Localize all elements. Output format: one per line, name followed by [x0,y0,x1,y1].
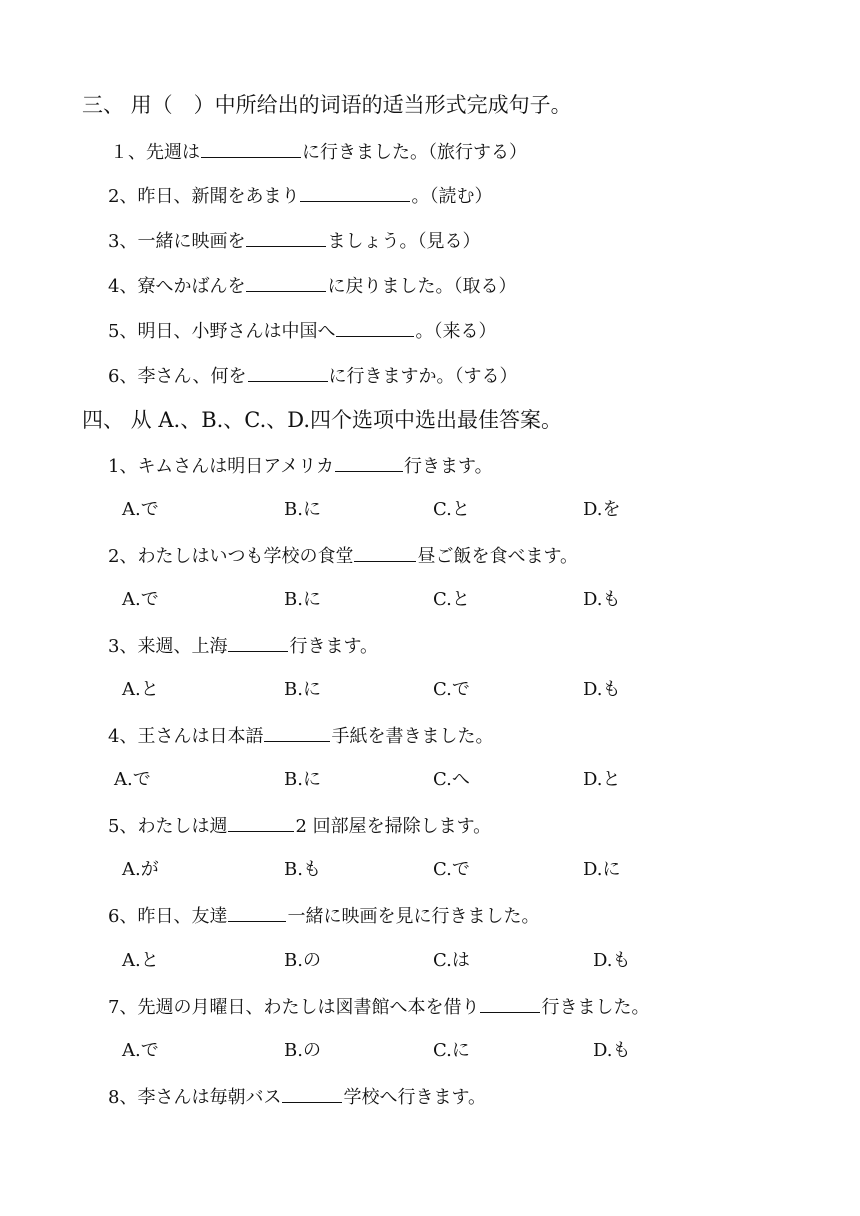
s4-q1-pre: 1、キムさんは明日アメリカ [108,456,335,477]
s3-item-1-pre: １、先週は [110,142,200,163]
s4-question-3 [108,633,378,659]
s3-item-6-pre: 6、李さん、何を [108,366,247,387]
s3-item-2 [108,183,492,209]
option-c[interactable]: C.と [433,499,470,520]
option-a[interactable]: A.で [122,1040,159,1061]
s4-q4-post: 手紙を書きました。 [331,726,494,747]
s3-item-3-pre: 3、一緒に映画を [108,231,246,252]
s4-q5-options [0,858,700,882]
option-b[interactable]: B.に [284,769,321,790]
s4-q3-post: 行きます。 [289,636,379,657]
answer-blank[interactable] [228,633,288,652]
option-d[interactable]: D.を [583,499,621,520]
s4-question-4 [108,723,493,749]
option-b[interactable]: B.も [284,859,321,880]
option-c[interactable]: C.で [433,679,470,700]
option-b[interactable]: B.の [284,1040,321,1061]
s3-item-1 [110,139,527,165]
s3-item-6 [108,363,518,389]
section-4-heading: 四、 从 A.、B.、C.、D.四个选项中选出最佳答案。 [82,408,563,432]
option-a[interactable]: A.が [122,859,159,880]
s4-q6-options [0,949,700,973]
answer-blank[interactable] [335,453,403,472]
s3-item-4 [108,273,516,299]
option-a[interactable]: A.で [122,589,159,610]
answer-blank[interactable] [246,273,326,292]
s3-item-2-pre: 2、昨日、新聞をあまり [108,186,300,207]
s3-item-5-pre: 5、明日、小野さんは中国へ [108,321,336,342]
answer-blank[interactable] [336,318,414,337]
option-d[interactable]: D.も [583,589,621,610]
s4-q5-pre: 5、わたしは週 [108,816,228,837]
option-d[interactable]: D.と [583,769,621,790]
s4-question-8 [108,1084,486,1110]
section-3-heading: 三、 用（ ）中所给出的词语的适当形式完成句子。 [82,93,572,117]
s4-q2-post: 昼ご飯を食べます。 [417,546,579,567]
s4-question-6 [108,903,539,929]
s4-question-7 [108,994,649,1020]
answer-blank[interactable] [300,183,410,202]
answer-blank[interactable] [246,228,326,247]
s4-q1-options [0,498,700,522]
s4-q1-post: 行きます。 [404,456,493,477]
option-d[interactable]: D.も [583,679,621,700]
s4-q2-options [0,588,700,612]
s4-q5-post: 2 回部屋を掃除します。 [295,816,492,837]
answer-blank[interactable] [282,1084,342,1103]
s4-q3-options [0,678,700,702]
answer-blank[interactable] [248,363,328,382]
s3-item-3 [108,228,480,254]
option-a[interactable]: A.で [114,769,151,790]
s4-q3-pre: 3、来週、上海 [108,636,228,657]
option-a[interactable]: A.と [122,950,159,971]
option-c[interactable]: C.へ [433,769,470,790]
s4-question-1 [108,453,493,479]
s3-item-6-post: に行きますか。（する） [328,366,518,387]
s4-q6-pre: 6、昨日、友達 [108,906,228,927]
s4-q2-pre: 2、わたしはいつも学校の食堂 [108,546,354,567]
s3-item-4-pre: 4、寮へかばんを [108,276,246,297]
s4-q4-options [0,768,700,792]
answer-blank[interactable] [201,139,301,158]
s4-question-5 [108,813,491,839]
s4-q4-pre: 4、王さんは日本語 [108,726,264,747]
option-d[interactable]: D.も [593,950,631,971]
s4-q7-pre: 7、先週の月曜日、わたしは図書館へ本を借り [108,997,480,1018]
s3-item-5-post: 。（来る） [415,321,497,342]
option-a[interactable]: A.で [122,499,159,520]
option-c[interactable]: C.と [433,589,470,610]
s3-item-1-post: に行きました。（旅行する） [302,142,527,163]
option-b[interactable]: B.の [284,950,321,971]
option-a[interactable]: A.と [122,679,159,700]
s4-q6-post: 一緒に映画を見に行きました。 [287,906,540,927]
option-c[interactable]: C.は [433,950,470,971]
option-b[interactable]: B.に [284,499,321,520]
option-c[interactable]: C.に [433,1040,470,1061]
s4-q7-post: 行きました。 [541,997,650,1018]
s3-item-4-post: に戻りました。（取る） [327,276,517,297]
option-d[interactable]: D.も [593,1040,631,1061]
option-d[interactable]: D.に [583,859,621,880]
option-c[interactable]: C.で [433,859,470,880]
s4-q8-post: 学校へ行きます。 [343,1087,487,1108]
s3-item-2-post: 。（読む） [411,186,493,207]
option-b[interactable]: B.に [284,589,321,610]
s4-q7-options [0,1039,700,1063]
answer-blank[interactable] [228,903,286,922]
answer-blank[interactable] [354,543,416,562]
s3-item-5 [108,318,496,344]
s4-question-2 [108,543,578,569]
answer-blank[interactable] [480,994,540,1013]
option-b[interactable]: B.に [284,679,321,700]
answer-blank[interactable] [228,813,294,832]
s3-item-3-post: ましょう。（見る） [327,231,481,252]
s4-q8-pre: 8、李さんは毎朝バス [108,1087,282,1108]
answer-blank[interactable] [264,723,330,742]
